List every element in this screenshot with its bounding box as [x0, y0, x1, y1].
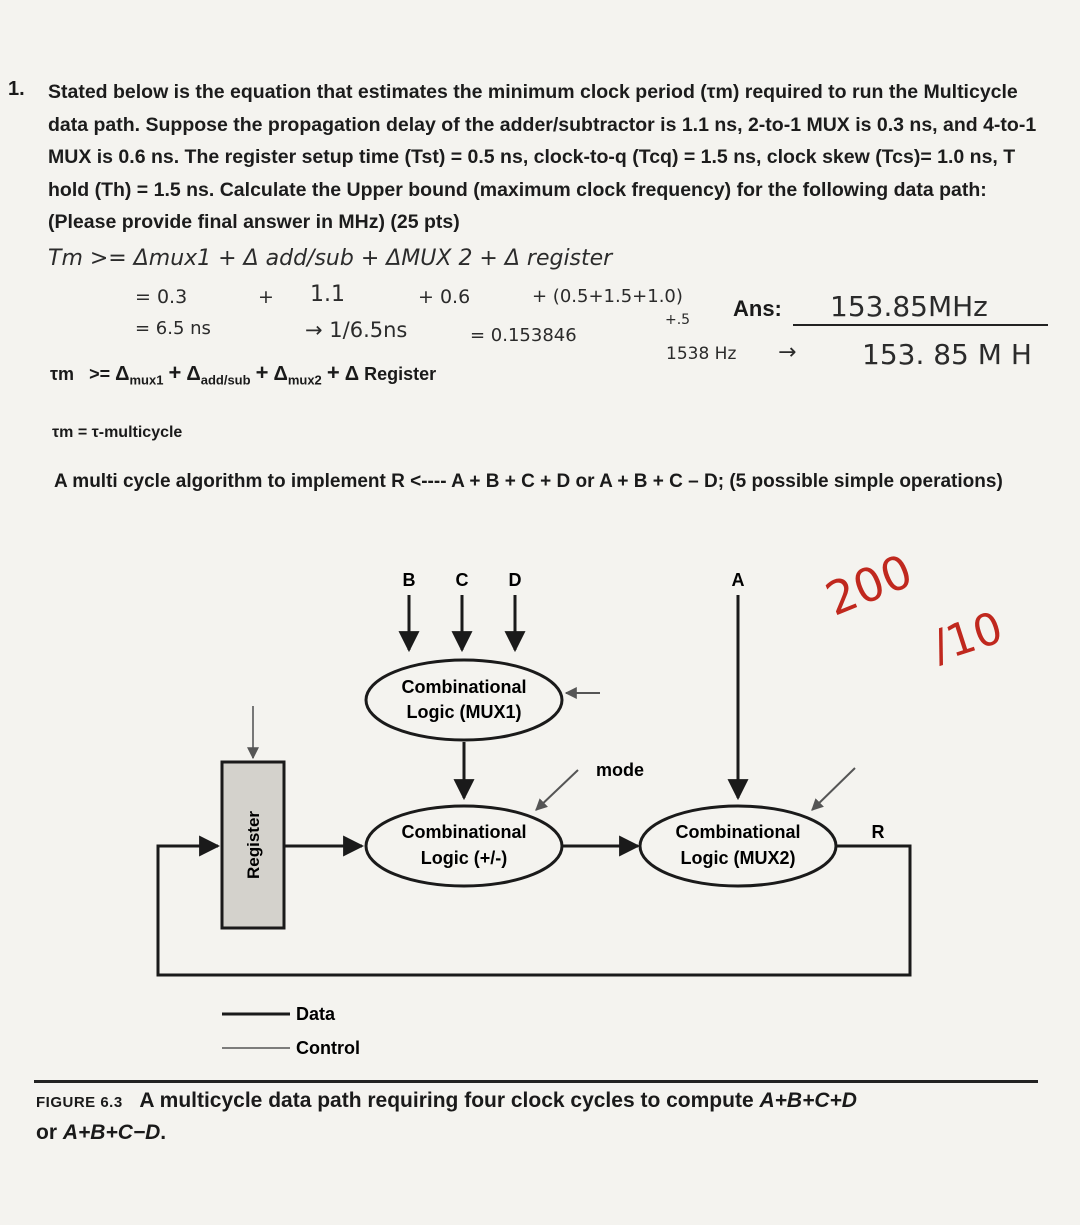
output-r-label: R — [871, 822, 885, 842]
legend-data-label: Data — [296, 1004, 336, 1024]
mux2-control-arrow — [812, 768, 855, 810]
formula-register: Register — [364, 364, 437, 384]
handwritten-line-3d: 1538 Hz — [666, 344, 737, 364]
formula-delta-4: Δ — [344, 363, 360, 385]
handwritten-line-2a: = 0.3 — [135, 286, 188, 308]
grade-score: 200 — [818, 543, 920, 627]
figure-caption — [36, 1086, 1036, 1148]
input-d-label: D — [508, 570, 522, 590]
handwritten-line-1: Tm >= Δmux1 + Δ add/sub + ΔMUX 2 + Δ register — [48, 246, 613, 271]
mode-control-arrow — [536, 770, 578, 810]
caption-end: . — [160, 1121, 167, 1144]
formula-plus-2: + — [255, 360, 269, 385]
handwritten-answer: 153.85MHz — [830, 290, 988, 323]
caption-rule — [34, 1080, 1038, 1083]
handwritten-line-3a: = 6.5 ns — [135, 318, 211, 339]
legend-control-label: Control — [296, 1038, 360, 1058]
formula-lhs: τm — [50, 364, 75, 384]
caption-expr-a: A+B+C+D — [759, 1089, 857, 1112]
formula-delta-1: Δ — [115, 363, 130, 385]
handwritten-answer-2: 153. 85 M H — [862, 338, 1032, 371]
addsub-label-1: Combinational — [401, 822, 527, 842]
handwritten-note: +.5 — [665, 312, 691, 328]
question-text: Stated below is the equation that estimates the minimum clock period (τm) required to run the Multicycle data path. Suppose the propagation delay of the adder/subtractor is 1.1 ns, 2-to-1 MUX is 0.3 ns, and 4-to-1 MUX is 0.6 ns. The register setup time (Tst) = 0.5 ns, clock-to-q (Tcq) = 1.5 ns, clock skew (Tcs)= 1.0 ns, T hold (Th) = 1.5 ns. Calculate the Upper bound (maximum clock frequency) for the following data path: (Please provide final answer in MHz) (25 pts) — [48, 81, 1037, 233]
register-label: Register — [244, 810, 263, 880]
mux2-label-2: Logic (MUX2) — [680, 848, 796, 868]
input-c-label: C — [455, 570, 469, 590]
mux1-node — [366, 660, 562, 740]
handwritten-line-2c: 1.1 — [310, 282, 345, 307]
handwritten-line-2b: + — [258, 286, 274, 308]
answer-label: Ans: — [733, 296, 782, 321]
input-b-label: B — [402, 570, 416, 590]
addsub-node — [366, 806, 562, 886]
mux1-label-2: Logic (MUX1) — [406, 702, 522, 722]
formula-op: >= — [89, 364, 111, 384]
formula-sub-2: add/sub — [200, 372, 251, 388]
input-a-label: A — [731, 570, 745, 590]
formula-delta-2: Δ — [186, 363, 201, 385]
handwritten-arrow: → — [778, 340, 797, 365]
formula-sub-1: mux1 — [129, 372, 164, 388]
question-number: 1. — [8, 78, 25, 100]
mux2-label-1: Combinational — [675, 822, 801, 842]
caption-text-a: A multicycle data path requiring four clock cycles to compute — [139, 1089, 760, 1112]
addsub-label-2: Logic (+/-) — [420, 848, 508, 868]
mux1-label-1: Combinational — [401, 677, 527, 697]
handwritten-line-2d: + 0.6 — [418, 286, 471, 308]
caption-text-b: or — [36, 1121, 63, 1144]
algorithm-text: A multi cycle algorithm to implement R <---- A + B + C + D or A + B + C – D; (5 possible simple operations) — [54, 471, 1003, 492]
mode-label: mode — [595, 760, 645, 780]
handwritten-line-2e: + (0.5+1.5+1.0) — [532, 286, 683, 307]
formula-plus-1: + — [168, 360, 182, 385]
handwritten-line-3b: → 1/6.5ns — [305, 318, 408, 342]
tm-equation: τm = τ-multicycle — [52, 424, 183, 441]
handwritten-line-3c: = 0.153846 — [470, 325, 577, 346]
formula-sub-3: mux2 — [287, 372, 322, 388]
formula-plus-3: + — [326, 360, 340, 385]
caption-expr-b: A+B+C−D — [62, 1121, 161, 1144]
caption-figure-number: FIGURE 6.3 — [36, 1094, 123, 1111]
formula-delta-3: Δ — [273, 363, 288, 385]
grade-outof: /10 — [925, 602, 1009, 673]
mux2-node — [640, 806, 836, 886]
